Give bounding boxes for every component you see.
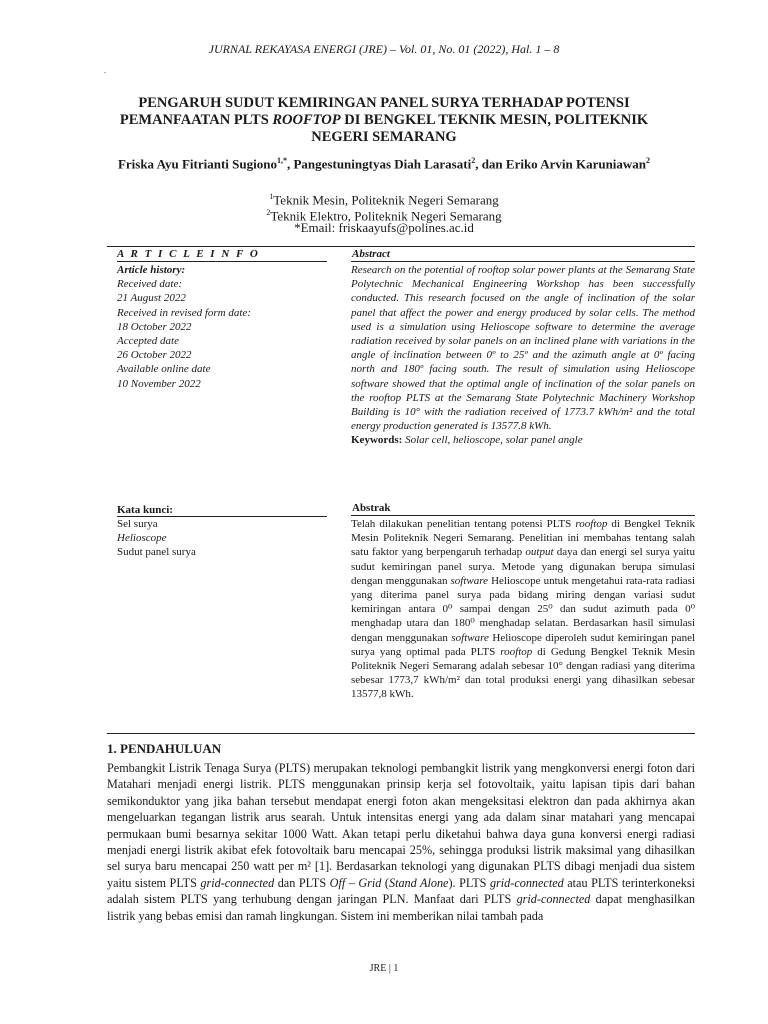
keywords-text: Solar cell, helioscope, solar panel angle: [402, 434, 583, 447]
body-part-4: ). PLTS: [448, 875, 490, 890]
paper-title: [100, 95, 668, 146]
abstrak-part-4: Helioscope untuk mengetahui rata-rata radiasi yang diterima panel surya pada bidang miring dengan variasi sudut kemiringan antara 0⁰ sampai dengan 25⁰ dan sudut azimuth pada 0⁰ menghadap utara dan 180⁰ menghadap selatan. Berdasarkan hasil simulasi dengan menggunakan: [351, 574, 695, 644]
journal-header: JURNAL REKAYASA ENERGI (JRE) – Vol. 01, No. 01 (2022), Hal. 1 – 8: [208, 42, 560, 56]
article-info-heading: A R T I C L E I N F O: [117, 248, 260, 260]
abstract-text: Research on the potential of rooftop solar power plants at the Semarang State Polytechnic Mechanical Engineering Workshop has been successfully conducted. This research focused on the angle of inclination of the solar panel that affect the power and energy produced by solar cells. The method used is a simulation using Helioscope software to determine the average radiation received by solar panels on an inclined plane with variations in the angle of inclination between 0º to 25º and the azimuth angle at 0º facing north and 180º facing south. The result of simulation using Helioscope software showed that the optimal angle of inclination of the solar panels on the rooftop PLTS at the Semarang State Polytechnic Machinery Workshop Building is 10° with the radiation received of 1773.7 kWh/m² and the total energy production generated is 13577.8 kWh.: [351, 264, 695, 433]
body-ital-4: grid-connected: [489, 875, 564, 890]
online-label: Available online date: [117, 363, 211, 376]
history-label: Article history:: [117, 264, 186, 276]
title-line-3: NEGERI SEMARANG: [311, 129, 457, 145]
body-ital-1: grid-connected: [200, 875, 275, 890]
online-date: 10 November 2022: [117, 377, 201, 390]
bottom-rule: [107, 733, 695, 734]
article-info-rule: [117, 261, 327, 262]
body-ital-5: grid-connected: [516, 892, 591, 907]
accepted-date: 26 October 2022: [117, 349, 192, 362]
abstrak-part-5: Helioscope diperoleh sudut kemiringan panel surya yang optimal pada PLTS: [351, 631, 696, 658]
section-heading: 1. PENDAHULUAN: [107, 741, 222, 756]
accepted-label: Accepted date: [117, 335, 179, 348]
kata-kunci-heading: Kata kunci:: [117, 504, 173, 516]
title-rooftop: ROOFTOP: [272, 112, 341, 128]
author-3: , dan Eriko Arvin Karuniawan: [475, 156, 647, 172]
kata-kunci-3: Sudut panel surya: [117, 546, 196, 559]
body-part-6: dapat menghasilkan listrik yang bebas emisi dan ramah lingkungan. Sistem ini memberikan nilai tambah pada: [107, 892, 695, 923]
revised-label: Received in revised form date:: [117, 306, 251, 319]
article-history: [117, 263, 337, 391]
body-part-3: (: [381, 875, 389, 890]
abstrak-part-2: di Bengkel Teknik Mesin Politeknik Negeri Semarang. Penelitian ini membahas tentang salah satu faktor yang berpengaruh terhadap: [351, 518, 695, 559]
body-part-1: Pembangkit Listrik Tenaga Surya (PLTS) merupakan teknologi pembangkit listrik yang mengkonversi energi foton dari Matahari menjadi energi listrik. PLTS menggunakan prinsip kerja sel fotovoltaik, yaitu lapisan tipis dari bahan semikonduktor yang jika bahan tersebut mendapat energi foton akan mengeksitasi elektron dan pada akhirnya akan mengeluarkan tegangan listrik arus searah. Untuk intensitas energi yang ada dalam sinar matahari yang mencapai permukaan bumi besarnya sekitar 1000 Watt. Akan tetapi perlu diketahui bahwa daya guna konversi energi radiasi menjadi energi listrik akibat efek fotovoltaik baru mencapai 25%, sehingga produksi listrik maksimal yang dihasilkan sel surya baru mencapai 250 watt per m² [1]. Berdasarkan teknologi yang digunakan PLTS dibagi menjadi dua sistem yaitu sistem PLTS: [107, 761, 695, 890]
abstrak-part-3: daya dan energi sel surya yaitu sudut kemiringan panel surya. Metode yang digunakan berupa simulasi dengan menggunakan: [351, 546, 695, 587]
affiliation-2-text: Teknik Elektro, Politeknik Negeri Semarang: [270, 208, 502, 224]
stray-dot: .: [104, 66, 106, 75]
body-paragraph: [107, 760, 695, 924]
kata-kunci-list: [117, 517, 337, 560]
received-date: 21 August 2022: [117, 292, 186, 305]
author-2: , Pangestuningtyas Diah Larasati: [286, 156, 472, 172]
author-1-sup: 1,*: [276, 156, 287, 165]
author-email[interactable]: *Email: friskaayufs@polines.ac.id: [294, 220, 474, 235]
body-ital-2: Off – Grid: [329, 875, 382, 890]
affiliation-1-text: Teknik Mesin, Politeknik Negeri Semarang: [273, 192, 499, 208]
top-rule: [107, 246, 695, 247]
revised-date: 18 October 2022: [117, 320, 192, 333]
author-3-sup: 2: [646, 156, 651, 165]
kata-kunci-1: Sel surya: [117, 518, 158, 530]
author-list: [0, 156, 768, 172]
abstrak-ital-5: rooftop: [500, 645, 533, 658]
title-line-2-post: DI BENGKEL TEKNIK MESIN, POLITEKNIK: [340, 112, 649, 128]
abstrak-part-6: di Gedung Bengkel Teknik Mesin Politeknik Negeri Semarang adalah sebesar 10° dengan radiasi yang diterima sebesar 1773,7 kWh/m² dan total produksi energi yang dihasilkan sebesar 13577,8 kWh.: [351, 645, 696, 701]
body-part-5: atau PLTS terinterkoneksi adalah sistem PLTS yang terhubung dengan jaringan PLN. Manfaat dari PLTS: [107, 875, 696, 907]
author-1: Friska Ayu Fitrianti Sugiono: [117, 156, 277, 172]
abstrak-ital-1: rooftop: [575, 518, 608, 530]
abstrak-ital-4: software: [451, 631, 489, 644]
abstrak-heading: Abstrak: [352, 502, 391, 514]
keywords-line: [351, 433, 695, 447]
body-part-2: dan PLTS: [274, 875, 330, 890]
abstract-heading: Abstract: [352, 248, 390, 260]
abstract-rule: [351, 261, 695, 262]
title-line-2-pre: PEMANFAATAN PLTS: [119, 112, 273, 128]
received-label: Received date:: [117, 278, 183, 291]
author-2-sup: 2: [471, 156, 476, 165]
affiliation-2-sup: 2: [266, 208, 271, 217]
abstract-english: [351, 263, 695, 448]
abstrak-text: [351, 517, 695, 702]
affiliation-1-sup: 1: [269, 192, 274, 201]
abstrak-ital-2: output: [525, 546, 554, 559]
abstrak-rule: [351, 515, 695, 516]
page-footer: JRE | 1: [369, 963, 399, 974]
body-ital-3: Stand Alone: [388, 875, 449, 890]
kata-kunci-2: Helioscope: [117, 532, 167, 545]
keywords-label: Keywords:: [351, 434, 403, 447]
abstrak-ital-3: software: [450, 574, 489, 587]
title-line-2: [100, 112, 668, 129]
title-line-1: PENGARUH SUDUT KEMIRINGAN PANEL SURYA TERHADAP POTENSI: [138, 95, 630, 111]
abstrak-part-1: Telah dilakukan penelitian tentang potensi PLTS: [351, 518, 576, 530]
